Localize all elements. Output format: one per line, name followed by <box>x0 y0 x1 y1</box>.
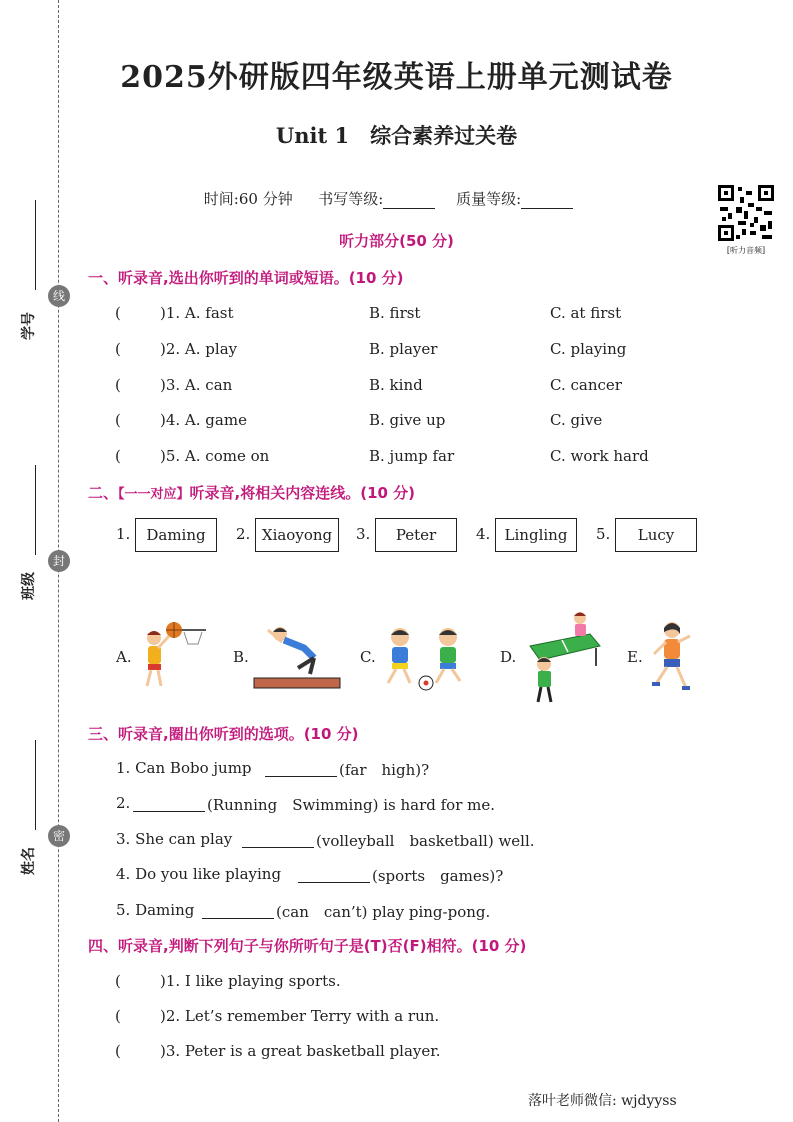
sentence-options[interactable]: (sports games)? <box>372 867 504 885</box>
sentence-start: 1. Can Bobo jump <box>116 759 252 777</box>
sentence-start: 4. Do you like playing <box>116 865 282 883</box>
option-c[interactable]: C. cancer <box>550 376 622 394</box>
sentence-options[interactable]: (Running Swimming) is hard for me. <box>207 796 496 814</box>
fill-blank[interactable] <box>242 847 314 848</box>
option-a[interactable]: )2. A. play <box>160 340 238 358</box>
option-a[interactable]: )1. A. fast <box>160 304 234 322</box>
fill-blank[interactable] <box>202 918 274 919</box>
name-box-daming[interactable]: Daming <box>135 518 217 552</box>
statement: )3. Peter is a great basketball player. <box>160 1042 441 1060</box>
option-b[interactable]: B. kind <box>369 376 423 394</box>
writing-grade-label: 书写等级: <box>318 190 384 208</box>
name-number: 5. <box>596 525 611 543</box>
name-number: 4. <box>476 525 491 543</box>
listening-part-heading: 听力部分(50 分) <box>339 232 454 250</box>
option-c[interactable]: C. give <box>550 411 603 429</box>
name-number: 1. <box>116 525 131 543</box>
option-a[interactable]: )5. A. come on <box>160 447 270 465</box>
footer-note: 落叶老师微信: wjdyyss <box>528 1093 677 1109</box>
section2-heading <box>88 482 415 503</box>
page-subtitle: Unit 1 综合素养过关卷 <box>275 123 518 148</box>
option-b[interactable]: B. first <box>369 304 421 322</box>
option-b[interactable]: B. give up <box>369 411 446 429</box>
fill-blank[interactable] <box>133 811 205 812</box>
table-tennis-picture[interactable] <box>520 608 602 706</box>
option-b[interactable]: B. player <box>369 340 438 358</box>
option-c[interactable]: C. playing <box>550 340 627 358</box>
running-girl-picture[interactable] <box>648 618 698 696</box>
answer-paren[interactable]: ( <box>115 972 121 990</box>
option-c[interactable]: C. work hard <box>550 447 649 465</box>
long-jump-picture[interactable] <box>252 622 344 694</box>
section2-heading-text: 听录音,将相关内容连线。(10 分) <box>189 484 416 502</box>
fill-blank[interactable] <box>265 776 337 777</box>
statement: )2. Let’s remember Terry with a run. <box>160 1007 440 1025</box>
class-line <box>35 465 36 555</box>
seal-seal: 封 <box>48 550 70 572</box>
picture-label-c: C. <box>360 648 376 666</box>
option-b[interactable]: B. jump far <box>369 447 455 465</box>
picture-label-e: E. <box>627 648 643 666</box>
sentence-options[interactable]: (far high)? <box>339 761 430 779</box>
name-number: 2. <box>236 525 251 543</box>
name-box-lucy[interactable]: Lucy <box>615 518 697 552</box>
section3-heading: 三、听录音,圈出你听到的选项。(10 分) <box>88 725 359 743</box>
section4-heading: 四、听录音,判断下列句子与你所听句子是(T)否(F)相符。(10 分) <box>88 937 527 955</box>
quality-grade-label: 质量等级: <box>456 190 522 208</box>
picture-label-b: B. <box>233 648 249 666</box>
answer-paren[interactable]: ( <box>115 376 121 394</box>
section2-tag: 【一一对应】 <box>118 487 190 502</box>
fill-blank[interactable] <box>298 882 370 883</box>
qr-caption: [听力音频] <box>726 246 766 255</box>
answer-paren[interactable]: ( <box>115 447 121 465</box>
student-no-label: 学号 <box>21 312 37 340</box>
page-title: 2025外研版四年级英语上册单元测试卷 <box>120 60 673 95</box>
answer-paren[interactable]: ( <box>115 340 121 358</box>
section2-prefix: 二、 <box>88 484 119 502</box>
option-a[interactable]: )4. A. game <box>160 411 247 429</box>
seal-secret: 密 <box>48 825 70 847</box>
time-label: 时间:60 分钟 <box>203 190 293 208</box>
sentence-options[interactable]: (can can’t) play ping-pong. <box>276 903 491 921</box>
basketball-player-picture[interactable] <box>136 618 208 692</box>
picture-label-d: D. <box>500 648 517 666</box>
exam-meta <box>0 188 793 209</box>
answer-paren[interactable]: ( <box>115 1007 121 1025</box>
name-line <box>35 740 36 830</box>
section1-heading: 一、听录音,选出你听到的单词或短语。(10 分) <box>88 269 404 287</box>
name-box-xiaoyong[interactable]: Xiaoyong <box>255 518 339 552</box>
sentence-start: 2. <box>116 794 131 812</box>
answer-paren[interactable]: ( <box>115 411 121 429</box>
name-box-peter[interactable]: Peter <box>375 518 457 552</box>
football-players-picture[interactable] <box>378 625 476 691</box>
name-label: 姓名 <box>21 847 37 875</box>
class-label: 班级 <box>21 572 37 600</box>
sentence-start: 3. She can play <box>116 830 233 848</box>
name-box-lingling[interactable]: Lingling <box>495 518 577 552</box>
answer-paren[interactable]: ( <box>115 1042 121 1060</box>
option-c[interactable]: C. at first <box>550 304 622 322</box>
name-number: 3. <box>356 525 371 543</box>
sentence-start: 5. Daming <box>116 901 195 919</box>
sentence-options[interactable]: (volleyball basketball) well. <box>316 832 535 850</box>
picture-label-a: A. <box>116 648 132 666</box>
quality-grade-blank[interactable] <box>521 194 573 209</box>
option-a[interactable]: )3. A. can <box>160 376 233 394</box>
seal-line: 线 <box>48 285 70 307</box>
statement: )1. I like playing sports. <box>160 972 341 990</box>
answer-paren[interactable]: ( <box>115 304 121 322</box>
writing-grade-blank[interactable] <box>383 194 435 209</box>
